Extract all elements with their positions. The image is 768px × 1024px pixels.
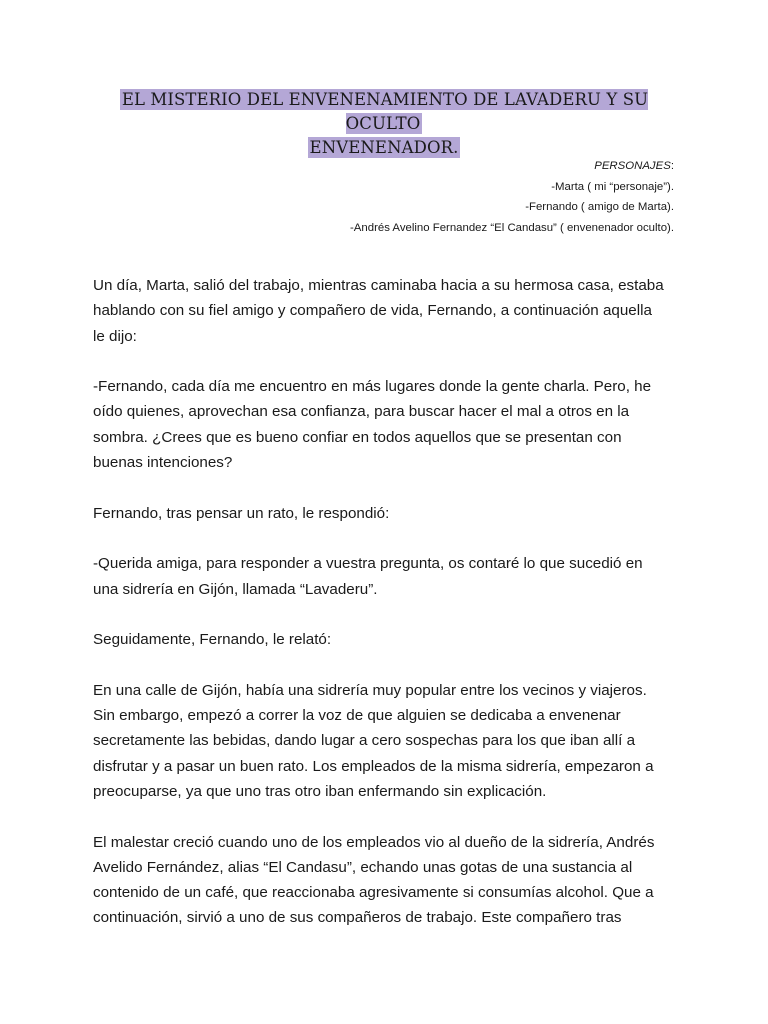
text-line: Sin embargo, empezó a correr la voz de que alguien se dedicaba a envenenar [93,707,621,725]
character-list [154,156,674,238]
text-line: En una calle de Gijón, había una sidrería muy popular entre los vecinos y viajeros. [93,681,647,699]
text-line: El malestar creció cuando uno de los empleados vio al dueño de la sidrería, Andrés [93,833,655,851]
title-highlight: ENVENENADOR. [309,138,459,157]
text-line: Fernando, tras pensar un rato, le respondió: [93,504,390,522]
text-line: oído quienes, aprovechan esa confianza, para buscar hacer el mal a otros en la [93,403,630,421]
character-list-label: PERSONAJES [594,160,671,172]
character-item: -Andrés Avelino Fernandez “El Candasu” ( envenenador oculto). [350,221,674,234]
text-line: continuación, sirvió a uno de sus compañeros de trabajo. Este compañero tras [93,909,622,927]
paragraph [93,551,693,602]
text-line: una sidrería en Gijón, llamada “Lavaderu”. [93,580,378,598]
text-line: buenas intenciones? [93,454,233,472]
paragraph [93,627,693,652]
text-line: preocuparse, ya que uno tras otro iban enfermando sin explicación. [93,782,547,800]
text-line: Un día, Marta, salió del trabajo, mientras caminaba hacia a su hermosa casa, estaba [93,277,664,294]
paragraph [93,374,693,475]
story-body [93,273,693,956]
character-item: -Marta ( mi “personaje”). [551,180,674,193]
text-line: disfrutar y a pasar un buen rato. Los empleados de la misma sidrería, empezaron a [93,757,654,775]
text-line: -Querida amiga, para responder a vuestra pregunta, os contaré lo que sucedió en [93,555,643,573]
text-line: contenido de un café, que reaccionaba agresivamente si consumías alcohol. Que a [93,884,654,902]
text-line: Avelido Fernández, alias “El Candasu”, echando unas gotas de una sustancia al [93,858,633,876]
title-highlight: EL MISTERIO DEL ENVENENAMIENTO DE LAVADERU Y SU OCULTO [121,90,649,133]
paragraph [93,273,693,349]
text-line: sombra. ¿Crees que es bueno confiar en todos aquellos que se presentan con [93,428,622,446]
character-list-heading [154,156,674,177]
paragraph [93,501,693,526]
text-line: secretamente las bebidas, dando lugar a cero sospechas para los que iban allí a [93,732,636,750]
text-line: hablando con su fiel amigo y compañero de vida, Fernando, a continuación aquella [93,302,652,320]
text-line: Seguidamente, Fernando, le relató: [93,631,332,649]
text-line: -Fernando, cada día me encuentro en más lugares donde la gente charla. Pero, he [93,378,652,396]
paragraph [93,830,693,931]
text-line: le dijo: [93,327,137,345]
title-line [80,88,688,136]
character-item: -Fernando ( amigo de Marta). [525,201,674,213]
paragraph [93,678,693,804]
character-list-colon: : [670,160,674,172]
document-title [80,88,688,160]
